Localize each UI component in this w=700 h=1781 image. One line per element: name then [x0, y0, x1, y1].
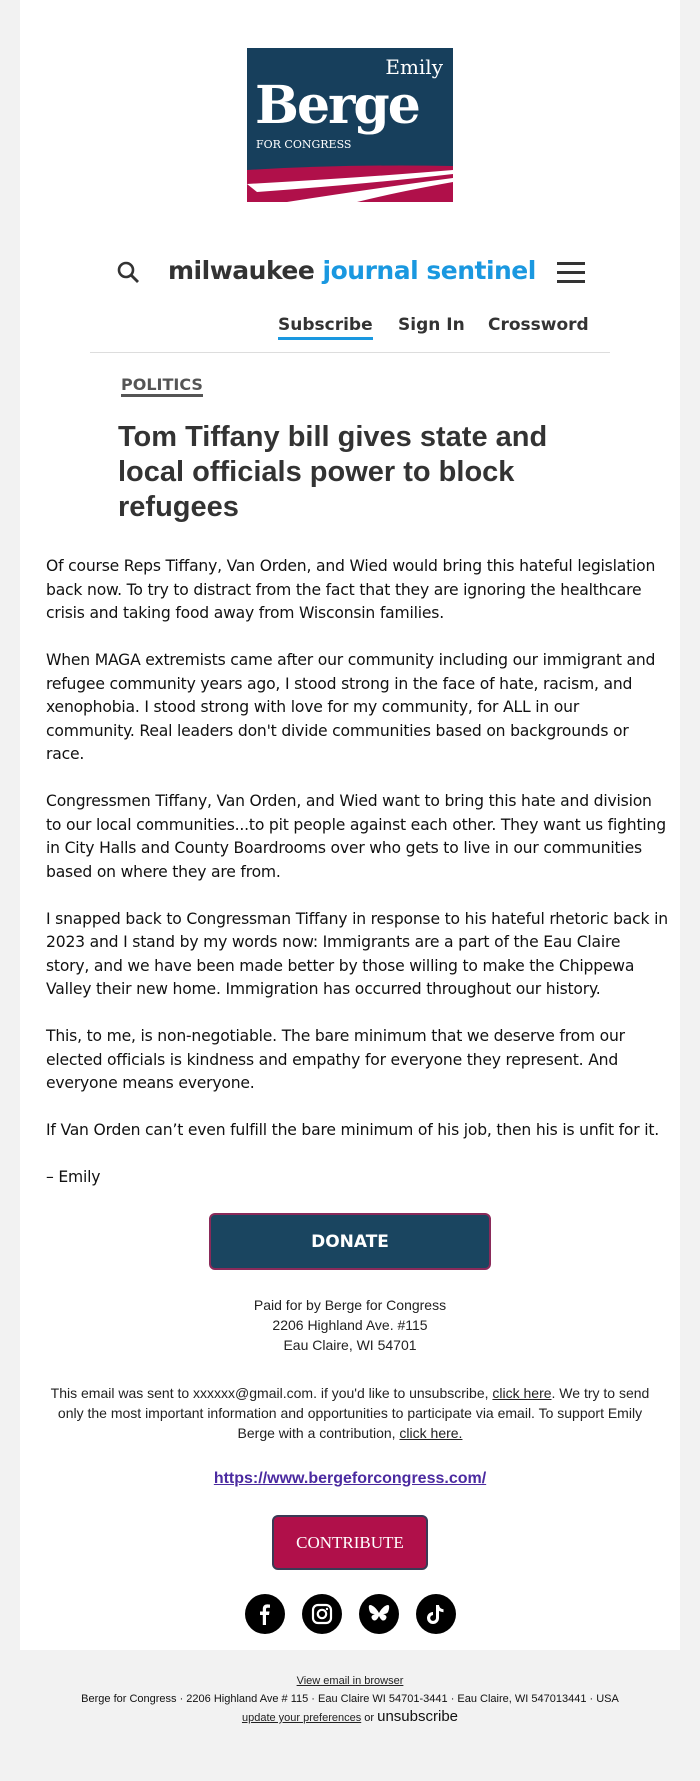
donate-button[interactable]: DONATE [209, 1213, 491, 1270]
social-links [20, 1594, 680, 1634]
email-body [46, 555, 668, 1190]
signature: – Emily [46, 1168, 101, 1186]
footer-unsubscribe-link[interactable]: unsubscribe [377, 1708, 459, 1725]
logo-tagline: FOR CONGRESS [256, 138, 352, 151]
footer-address: Berge for Congress · 2206 Highland Ave # 115 · Eau Claire WI 54701-3441 · Eau Claire, WI 547013441 · USA [81, 1693, 619, 1705]
view-in-browser-link[interactable]: View email in browser [296, 1675, 404, 1687]
body-paragraph: Of course Reps Tiffany, Van Orden, and Wied would bring this hateful legislation back now. To try to distract from the fact that they are ignoring the healthcare crisis and taking food away from Wisconsin families. [46, 557, 656, 622]
contribute-button[interactable]: CONTRIBUTE [272, 1515, 428, 1570]
body-paragraph: When MAGA extremists came after our community including our immigrant and refugee community years ago, I stood strong in the face of hate, racism, and xenophobia. I stood strong with love for my community, for ALL in our community. Real leaders don't divide communities based on backgrounds or race. [46, 651, 656, 763]
logo-swoosh-icon [247, 162, 453, 202]
logo-first-name: Emily [385, 55, 443, 79]
paid-line: Eau Claire, WI 54701 [283, 1337, 417, 1353]
email-card [20, 0, 680, 1650]
notice-text: This email was sent to xxxxxx@gmail.com. if you'd like to unsubscribe, [50, 1385, 493, 1401]
logo-last-name: Berge [255, 75, 419, 136]
article-headline: Tom Tiffany bill gives state and local officials power to block refugees [118, 421, 548, 523]
newspaper-title [168, 256, 536, 286]
nav-crossword[interactable]: Crossword [488, 315, 589, 335]
body-paragraph: I snapped back to Congressman Tiffany in response to his hateful rhetoric back in 2023 and I stand by my words now: Immigrants are a part of the Eau Claire story, and we have been made better by those willing to make the Chippewa Valley their new home. Immigration has occurred throughout our history. [46, 909, 668, 998]
paid-line: 2206 Highland Ave. #115 [272, 1317, 428, 1333]
facebook-icon[interactable] [245, 1594, 285, 1634]
search-icon[interactable] [116, 260, 140, 284]
body-paragraph: If Van Orden can’t even fulfill the bare minimum of his job, then his is unfit for it. [46, 1121, 660, 1139]
body-paragraph: Congressmen Tiffany, Van Orden, and Wied want to bring this hate and division to our local communities...to pit people against each other. They want us fighting in City Halls and County Boardrooms over who gets to live in our communities based on where they are from. [46, 792, 666, 881]
campaign-logo [247, 48, 453, 202]
footer-links [0, 1708, 700, 1727]
article-category[interactable]: POLITICS [121, 376, 203, 397]
footer-or: or [361, 1712, 378, 1724]
title-part1: milwaukee [168, 256, 315, 285]
notice-text: . We try to send only the most important information and opportunities to participate via email. To support Emily Berge with a contribution, [57, 1385, 650, 1441]
hamburger-menu-icon[interactable] [557, 262, 585, 284]
website [20, 1469, 680, 1489]
footer-view-browser [0, 1672, 700, 1690]
instagram-icon[interactable] [302, 1594, 342, 1634]
bluesky-icon[interactable] [359, 1594, 399, 1634]
title-part2: journal sentinel [322, 256, 536, 285]
newspaper-header [20, 252, 680, 292]
nav-subscribe[interactable]: Subscribe [278, 314, 373, 340]
paid-line: Paid for by Berge for Congress [253, 1297, 447, 1313]
tiktok-icon[interactable] [416, 1594, 456, 1634]
unsubscribe-link[interactable]: click here [492, 1385, 552, 1401]
paid-for-disclaimer [20, 1295, 680, 1355]
email-notice [40, 1383, 660, 1443]
body-paragraph: This, to me, is non-negotiable. The bare minimum that we deserve from our elected officials is kindness and empathy for everyone they represent. And everyone means everyone. [46, 1027, 625, 1092]
contribution-link[interactable]: click here. [399, 1425, 463, 1441]
nav-sign-in[interactable]: Sign In [398, 315, 465, 335]
website-link[interactable]: https://www.bergeforcongress.com/ [213, 1470, 487, 1487]
update-preferences-link[interactable]: update your preferences [241, 1712, 362, 1724]
divider [90, 352, 610, 353]
